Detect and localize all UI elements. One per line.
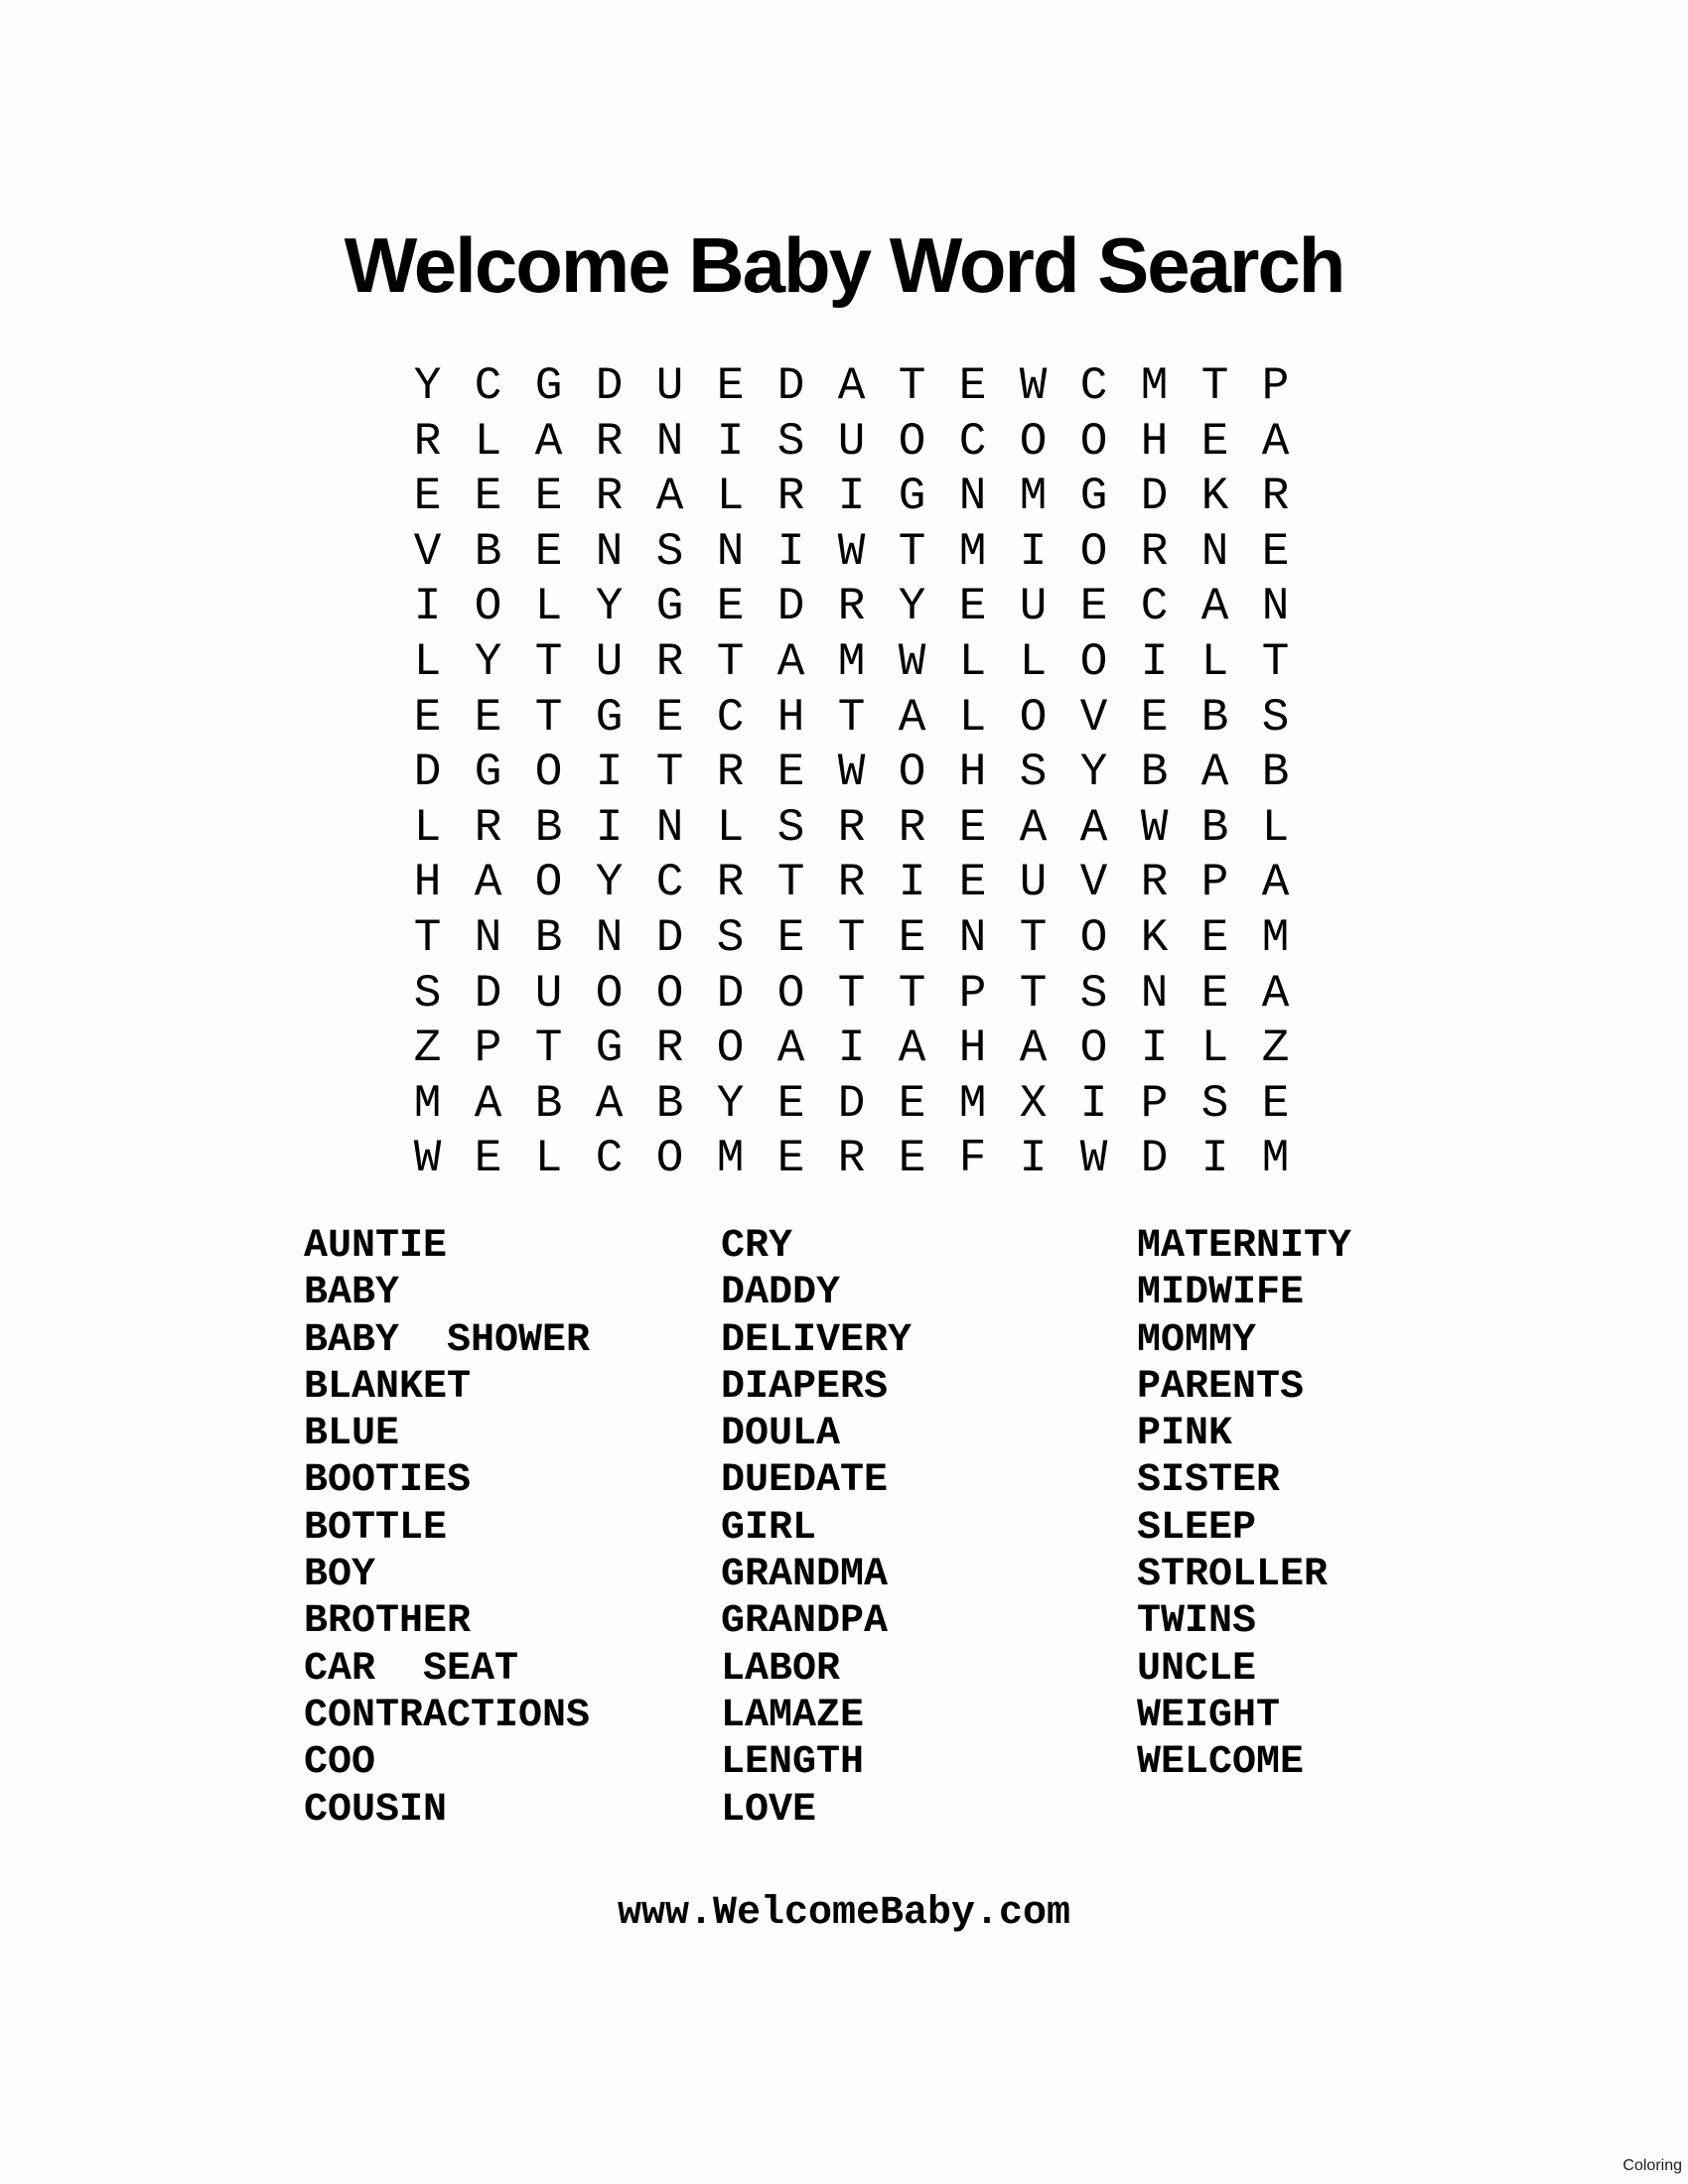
grid-letter-r9-c7: S (776, 801, 805, 854)
grid-letter-r1-c13: M (1140, 360, 1169, 412)
word-list-item: DIAPERS (721, 1364, 889, 1410)
word-list-item: BOTTLE (304, 1505, 448, 1551)
grid-letter-r14-c14: S (1200, 1077, 1229, 1130)
grid-letter-r2-c15: A (1261, 415, 1290, 468)
grid-letter-r14-c5: B (655, 1077, 684, 1130)
word-list-item: PARENTS (1137, 1364, 1305, 1410)
grid-letter-r12-c15: A (1261, 967, 1290, 1020)
grid-letter-r13-c15: Z (1261, 1023, 1290, 1075)
grid-letter-r15-c5: O (655, 1133, 684, 1185)
grid-letter-r5-c11: U (1019, 581, 1048, 633)
grid-letter-r5-c14: A (1200, 581, 1229, 633)
grid-letter-r15-c15: M (1261, 1133, 1290, 1185)
grid-letter-r7-c2: E (474, 691, 502, 744)
grid-letter-r1-c5: U (655, 360, 684, 412)
grid-letter-r2-c9: O (898, 415, 926, 468)
grid-letter-r5-c2: O (474, 581, 502, 633)
grid-letter-r14-c7: E (776, 1077, 805, 1130)
grid-letter-r2-c3: A (534, 415, 563, 468)
grid-letter-r12-c2: D (474, 967, 502, 1020)
word-list-item: BLANKET (304, 1364, 472, 1410)
grid-letter-r7-c1: E (413, 691, 442, 744)
grid-letter-r12-c9: T (898, 967, 926, 1020)
grid-letter-r11-c11: T (1019, 911, 1048, 964)
grid-letter-r13-c14: L (1200, 1023, 1229, 1075)
word-list-item: CONTRACTIONS (304, 1693, 591, 1738)
grid-letter-r7-c7: H (776, 691, 805, 744)
grid-letter-r15-c7: E (776, 1133, 805, 1185)
word-list-item: GRANDPA (721, 1599, 889, 1645)
page-title: Welcome Baby Word Search (344, 221, 1344, 309)
grid-letter-r11-c14: E (1200, 911, 1229, 964)
grid-letter-r5-c13: C (1140, 581, 1169, 633)
grid-letter-r15-c8: R (837, 1133, 866, 1185)
grid-letter-r8-c2: G (474, 747, 502, 799)
grid-letter-r4-c1: V (413, 525, 442, 578)
grid-letter-r14-c8: D (837, 1077, 866, 1130)
grid-letter-r8-c8: W (837, 747, 866, 799)
grid-letter-r15-c14: I (1200, 1133, 1229, 1185)
grid-letter-r6-c1: L (413, 635, 442, 688)
grid-letter-r15-c6: M (716, 1133, 745, 1185)
word-list-item: PINK (1137, 1412, 1233, 1457)
grid-letter-r3-c8: I (837, 471, 866, 523)
grid-letter-r6-c2: Y (474, 635, 502, 688)
grid-letter-r2-c2: L (474, 415, 502, 468)
grid-letter-r8-c6: R (716, 747, 745, 799)
grid-letter-r9-c5: N (655, 801, 684, 854)
grid-letter-r5-c6: E (716, 581, 745, 633)
grid-letter-r4-c6: N (716, 525, 745, 578)
grid-letter-r9-c13: W (1140, 801, 1169, 854)
grid-letter-r13-c9: A (898, 1023, 926, 1075)
grid-letter-r2-c6: I (716, 415, 745, 468)
grid-letter-r5-c9: Y (898, 581, 926, 633)
grid-letter-r15-c2: E (474, 1133, 502, 1185)
grid-letter-r8-c1: D (413, 747, 442, 799)
grid-letter-r5-c12: E (1079, 581, 1108, 633)
grid-letter-r3-c11: M (1019, 471, 1048, 523)
grid-letter-r14-c3: B (534, 1077, 563, 1130)
grid-letter-r13-c7: A (776, 1023, 805, 1075)
grid-letter-r1-c4: D (595, 360, 624, 412)
grid-letter-r10-c11: U (1019, 857, 1048, 909)
grid-letter-r2-c8: U (837, 415, 866, 468)
grid-letter-r6-c3: T (534, 635, 563, 688)
grid-letter-r8-c9: O (898, 747, 926, 799)
grid-letter-r5-c3: L (534, 581, 563, 633)
word-list-item: BLUE (304, 1412, 400, 1457)
grid-letter-r13-c12: O (1079, 1023, 1108, 1075)
grid-letter-r3-c15: R (1261, 471, 1290, 523)
grid-letter-r15-c3: L (534, 1133, 563, 1185)
grid-letter-r3-c3: E (534, 471, 563, 523)
word-list-item: DUEDATE (721, 1458, 889, 1504)
grid-letter-r10-c15: A (1261, 857, 1290, 909)
grid-letter-r10-c3: O (534, 857, 563, 909)
word-list-item: COUSIN (304, 1787, 448, 1833)
grid-letter-r7-c3: T (534, 691, 563, 744)
grid-letter-r1-c1: Y (413, 360, 442, 412)
grid-letter-r1-c3: G (534, 360, 563, 412)
grid-letter-r12-c8: T (837, 967, 866, 1020)
grid-letter-r10-c5: C (655, 857, 684, 909)
grid-letter-r1-c12: C (1079, 360, 1108, 412)
word-list-item: MOMMY (1137, 1317, 1257, 1363)
word-list-item: MIDWIFE (1137, 1271, 1305, 1316)
word-list-item: UNCLE (1137, 1646, 1257, 1692)
grid-letter-r14-c6: Y (716, 1077, 745, 1130)
grid-letter-r7-c14: B (1200, 691, 1229, 744)
grid-letter-r7-c6: C (716, 691, 745, 744)
grid-letter-r3-c14: K (1200, 471, 1229, 523)
grid-letter-r9-c14: B (1200, 801, 1229, 854)
grid-letter-r8-c10: H (958, 747, 987, 799)
grid-letter-r6-c15: T (1261, 635, 1290, 688)
grid-letter-r12-c13: N (1140, 967, 1169, 1020)
grid-letter-r9-c1: L (413, 801, 442, 854)
word-list-item: WEIGHT (1137, 1693, 1281, 1738)
grid-letter-r15-c13: D (1140, 1133, 1169, 1185)
grid-letter-r8-c3: O (534, 747, 563, 799)
word-list-item: SLEEP (1137, 1505, 1257, 1551)
grid-letter-r12-c5: O (655, 967, 684, 1020)
grid-letter-r2-c11: O (1019, 415, 1048, 468)
grid-letter-r12-c12: S (1079, 967, 1108, 1020)
grid-letter-r8-c4: I (595, 747, 624, 799)
word-list-item: STROLLER (1137, 1553, 1329, 1598)
grid-letter-r11-c4: N (595, 911, 624, 964)
grid-letter-r9-c12: A (1079, 801, 1108, 854)
grid-letter-r14-c12: I (1079, 1077, 1108, 1130)
grid-letter-r6-c8: M (837, 635, 866, 688)
grid-letter-r11-c13: K (1140, 911, 1169, 964)
grid-letter-r15-c1: W (413, 1133, 442, 1185)
grid-letter-r8-c11: S (1019, 747, 1048, 799)
grid-letter-r4-c10: M (958, 525, 987, 578)
grid-letter-r11-c6: S (716, 911, 745, 964)
grid-letter-r7-c11: O (1019, 691, 1048, 744)
grid-letter-r13-c8: I (837, 1023, 866, 1075)
grid-letter-r4-c8: W (837, 525, 866, 578)
word-list-item: DADDY (721, 1271, 841, 1316)
grid-letter-r11-c10: N (958, 911, 987, 964)
grid-letter-r15-c12: W (1079, 1133, 1108, 1185)
grid-letter-r2-c1: R (413, 415, 442, 468)
grid-letter-r13-c1: Z (413, 1023, 442, 1075)
grid-letter-r9-c15: L (1261, 801, 1290, 854)
grid-letter-r7-c13: E (1140, 691, 1169, 744)
word-list-item: AUNTIE (304, 1224, 448, 1269)
grid-letter-r11-c1: T (413, 911, 442, 964)
grid-letter-r6-c9: W (898, 635, 926, 688)
word-list-column-2 (721, 1223, 912, 1834)
grid-letter-r2-c12: O (1079, 415, 1108, 468)
grid-letter-r14-c10: M (958, 1077, 987, 1130)
word-list-column-3 (1137, 1223, 1351, 1787)
grid-letter-r2-c13: H (1140, 415, 1169, 468)
grid-letter-r12-c6: D (716, 967, 745, 1020)
grid-letter-r2-c5: N (655, 415, 684, 468)
grid-letter-r4-c4: N (595, 525, 624, 578)
grid-letter-r10-c10: E (958, 857, 987, 909)
grid-letter-r14-c1: M (413, 1077, 442, 1130)
grid-letter-r5-c10: E (958, 581, 987, 633)
grid-letter-r4-c12: O (1079, 525, 1108, 578)
word-list-item: BOOTIES (304, 1458, 472, 1504)
grid-letter-r2-c10: C (958, 415, 987, 468)
word-list-item: SISTER (1137, 1458, 1281, 1504)
grid-letter-r7-c15: S (1261, 691, 1290, 744)
word-list-item: LENGTH (721, 1740, 865, 1786)
word-list-item: LAMAZE (721, 1693, 865, 1738)
grid-letter-r12-c10: P (958, 967, 987, 1020)
grid-letter-r11-c8: T (837, 911, 866, 964)
grid-letter-r10-c7: T (776, 857, 805, 909)
word-search-grid (397, 359, 1306, 1187)
word-list-item: TWINS (1137, 1599, 1257, 1645)
grid-letter-r11-c7: E (776, 911, 805, 964)
grid-letter-r12-c14: E (1200, 967, 1229, 1020)
grid-letter-r10-c14: P (1200, 857, 1229, 909)
grid-letter-r1-c8: A (837, 360, 866, 412)
grid-letter-r4-c3: E (534, 525, 563, 578)
grid-letter-r9-c9: R (898, 801, 926, 854)
word-list-item: COO (304, 1740, 376, 1786)
grid-letter-r11-c5: D (655, 911, 684, 964)
grid-letter-r11-c2: N (474, 911, 502, 964)
grid-letter-r6-c10: L (958, 635, 987, 688)
grid-letter-r9-c4: I (595, 801, 624, 854)
grid-letter-r13-c11: A (1019, 1023, 1048, 1075)
grid-letter-r3-c4: R (595, 471, 624, 523)
word-list-column-1 (304, 1223, 590, 1834)
grid-letter-r5-c8: R (837, 581, 866, 633)
grid-letter-r10-c2: A (474, 857, 502, 909)
grid-letter-r9-c8: R (837, 801, 866, 854)
grid-letter-r5-c1: I (413, 581, 442, 633)
grid-letter-r6-c11: L (1019, 635, 1048, 688)
grid-letter-r4-c15: E (1261, 525, 1290, 578)
grid-letter-r12-c1: S (413, 967, 442, 1020)
grid-letter-r6-c4: U (595, 635, 624, 688)
grid-letter-r14-c9: E (898, 1077, 926, 1130)
grid-letter-r13-c10: H (958, 1023, 987, 1075)
grid-letter-r13-c3: T (534, 1023, 563, 1075)
grid-letter-r1-c9: T (898, 360, 926, 412)
grid-letter-r5-c7: D (776, 581, 805, 633)
grid-letter-r3-c5: A (655, 471, 684, 523)
grid-letter-r13-c4: G (595, 1023, 624, 1075)
grid-letter-r14-c11: X (1019, 1077, 1048, 1130)
word-list-item: DELIVERY (721, 1317, 913, 1363)
grid-letter-r8-c7: E (776, 747, 805, 799)
grid-letter-r14-c4: A (595, 1077, 624, 1130)
grid-letter-r11-c12: O (1079, 911, 1108, 964)
grid-letter-r9-c3: B (534, 801, 563, 854)
grid-letter-r2-c4: R (595, 415, 624, 468)
grid-letter-r4-c11: I (1019, 525, 1048, 578)
grid-letter-r1-c15: P (1261, 360, 1290, 412)
word-list-item: CAR SEAT (304, 1646, 519, 1692)
grid-letter-r6-c7: A (776, 635, 805, 688)
grid-letter-r3-c1: E (413, 471, 442, 523)
footer-website-text: www.WelcomeBaby.com (617, 1891, 1071, 1936)
grid-letter-r4-c7: I (776, 525, 805, 578)
grid-letter-r5-c4: Y (595, 581, 624, 633)
grid-letter-r4-c9: T (898, 525, 926, 578)
grid-letter-r8-c13: B (1140, 747, 1169, 799)
word-list-item: DOULA (721, 1412, 841, 1457)
grid-letter-r7-c12: V (1079, 691, 1108, 744)
grid-letter-r1-c6: E (716, 360, 745, 412)
grid-letter-r15-c10: F (958, 1133, 987, 1185)
grid-letter-r5-c5: G (655, 581, 684, 633)
grid-letter-r14-c15: E (1261, 1077, 1290, 1130)
grid-letter-r10-c8: R (837, 857, 866, 909)
grid-letter-r10-c13: R (1140, 857, 1169, 909)
grid-letter-r15-c11: I (1019, 1133, 1048, 1185)
grid-letter-r7-c9: A (898, 691, 926, 744)
grid-letter-r7-c10: L (958, 691, 987, 744)
grid-letter-r15-c4: C (595, 1133, 624, 1185)
grid-letter-r6-c14: L (1200, 635, 1229, 688)
grid-letter-r10-c12: V (1079, 857, 1108, 909)
grid-letter-r13-c2: P (474, 1023, 502, 1075)
grid-letter-r14-c2: A (474, 1077, 502, 1130)
grid-letter-r13-c6: O (716, 1023, 745, 1075)
grid-letter-r2-c14: E (1200, 415, 1229, 468)
word-list-item: LABOR (721, 1646, 841, 1692)
grid-letter-r3-c13: D (1140, 471, 1169, 523)
grid-letter-r6-c13: I (1140, 635, 1169, 688)
grid-letter-r15-c9: E (898, 1133, 926, 1185)
grid-letter-r3-c10: N (958, 471, 987, 523)
grid-letter-r8-c12: Y (1079, 747, 1108, 799)
grid-letter-r4-c5: S (655, 525, 684, 578)
grid-letter-r9-c6: L (716, 801, 745, 854)
grid-letter-r8-c15: B (1261, 747, 1290, 799)
word-list-item: MATERNITY (1137, 1224, 1352, 1269)
grid-letter-r3-c2: E (474, 471, 502, 523)
word-list-item: BROTHER (304, 1599, 472, 1645)
word-list-item: BABY SHOWER (304, 1317, 591, 1363)
grid-letter-r6-c12: O (1079, 635, 1108, 688)
grid-letter-r8-c14: A (1200, 747, 1229, 799)
grid-letter-r1-c7: D (776, 360, 805, 412)
grid-letter-r14-c13: P (1140, 1077, 1169, 1130)
word-list-item: LOVE (721, 1787, 817, 1833)
grid-letter-r7-c5: E (655, 691, 684, 744)
grid-letter-r13-c5: R (655, 1023, 684, 1075)
word-list-item: BOY (304, 1553, 376, 1598)
grid-letter-r1-c14: T (1200, 360, 1229, 412)
grid-letter-r7-c4: G (595, 691, 624, 744)
grid-letter-r1-c11: W (1019, 360, 1048, 412)
grid-letter-r2-c7: S (776, 415, 805, 468)
grid-letter-r5-c15: N (1261, 581, 1290, 633)
grid-letter-r10-c9: I (898, 857, 926, 909)
grid-letter-r10-c6: R (716, 857, 745, 909)
grid-letter-r9-c11: A (1019, 801, 1048, 854)
grid-letter-r10-c1: H (413, 857, 442, 909)
grid-letter-r3-c12: G (1079, 471, 1108, 523)
word-list-item: WELCOME (1137, 1740, 1305, 1786)
grid-letter-r12-c7: O (776, 967, 805, 1020)
grid-letter-r12-c11: T (1019, 967, 1048, 1020)
grid-letter-r1-c2: C (474, 360, 502, 412)
grid-letter-r9-c10: E (958, 801, 987, 854)
grid-letter-r3-c7: R (776, 471, 805, 523)
grid-letter-r4-c2: B (474, 525, 502, 578)
word-list-item: GIRL (721, 1505, 817, 1551)
grid-letter-r10-c4: Y (595, 857, 624, 909)
grid-letter-r1-c10: E (958, 360, 987, 412)
grid-letter-r3-c6: L (716, 471, 745, 523)
grid-letter-r9-c2: R (474, 801, 502, 854)
grid-letter-r12-c3: U (534, 967, 563, 1020)
grid-letter-r3-c9: G (898, 471, 926, 523)
grid-letter-r13-c13: I (1140, 1023, 1169, 1075)
watermark-label: Coloring (1622, 2157, 1682, 2174)
grid-letter-r6-c6: T (716, 635, 745, 688)
grid-letter-r6-c5: R (655, 635, 684, 688)
grid-letter-r12-c4: O (595, 967, 624, 1020)
grid-letter-r4-c13: R (1140, 525, 1169, 578)
word-list-item: BABY (304, 1271, 400, 1316)
grid-letter-r4-c14: N (1200, 525, 1229, 578)
grid-letter-r8-c5: T (655, 747, 684, 799)
word-list (0, 1223, 1688, 1839)
grid-letter-r11-c9: E (898, 911, 926, 964)
grid-letter-r11-c15: M (1261, 911, 1290, 964)
word-list-item: CRY (721, 1224, 793, 1269)
grid-letter-r11-c3: B (534, 911, 563, 964)
word-list-item: GRANDMA (721, 1553, 889, 1598)
grid-letter-r7-c8: T (837, 691, 866, 744)
